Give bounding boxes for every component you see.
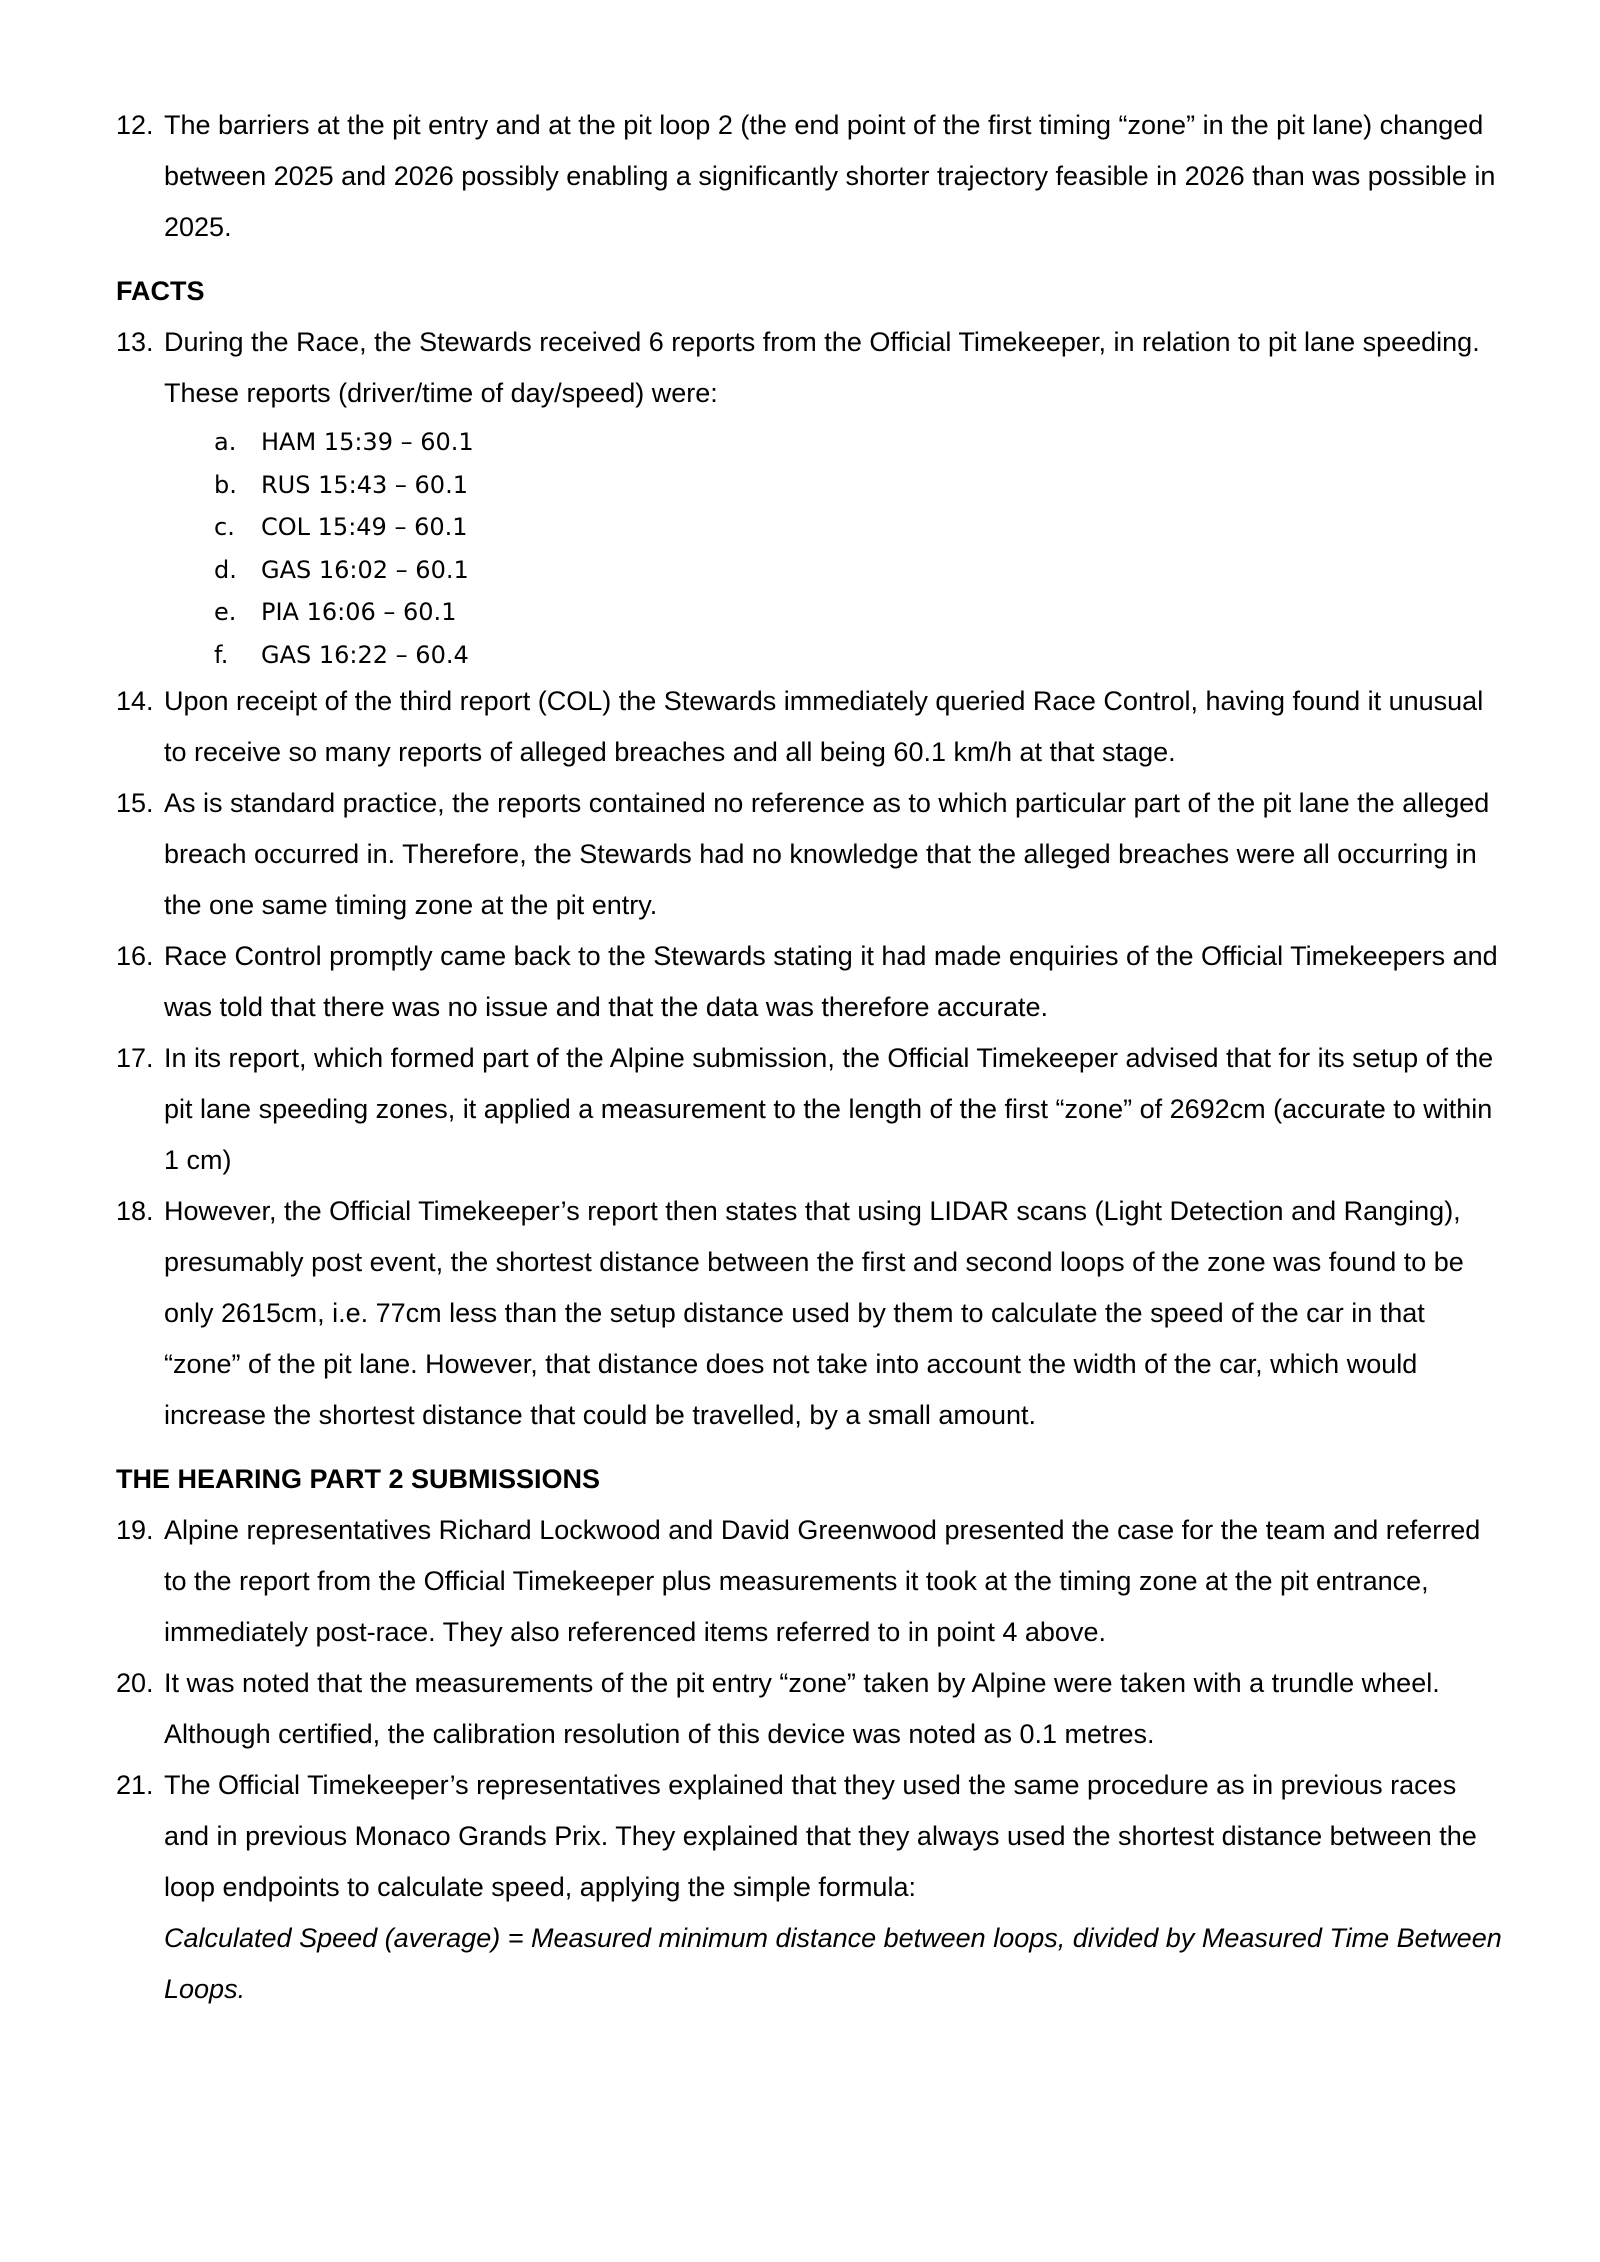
list-item [214, 634, 1504, 677]
list-item-text: HAM 15:39 – 60.1 [261, 428, 474, 456]
speed-formula: Calculated Speed (average) = Measured minimum distance between loops, divided by Measured Time Between Loops. [164, 1923, 1502, 2004]
paragraph-13 [116, 317, 1504, 419]
paragraph-number: 20. [116, 1668, 154, 1698]
list-item-letter: e. [214, 598, 237, 626]
paragraph-text: Race Control promptly came back to the Stewards stating it had made enquiries of the Official Timekeepers and was told that there was no issue and that the data was therefore accurate. [164, 941, 1498, 1022]
list-item-letter: b. [214, 470, 237, 499]
list-item-letter: f. [214, 640, 229, 669]
paragraph-text: Upon receipt of the third report (COL) the Stewards immediately queried Race Control, having found it unusual to receive so many reports of alleged breaches and all being 60.1 km/h at that stage. [164, 686, 1484, 767]
paragraph-number: 18. [116, 1196, 154, 1226]
list-item [214, 421, 1504, 464]
paragraph-21 [116, 1760, 1504, 2015]
paragraph-text: The Official Timekeeper’s representatives explained that they used the same procedure as in previous races and in previous Monaco Grands Prix. They explained that they always used the shortest distance between the loop endpoints to calculate speed, applying the simple formula: [164, 1770, 1477, 1902]
paragraph-number: 17. [116, 1043, 154, 1073]
paragraph-15 [116, 778, 1504, 931]
paragraph-text: The barriers at the pit entry and at the pit loop 2 (the end point of the first timing “zone” in the pit lane) changed between 2025 and 2026 possibly enabling a significantly shorter trajectory feasible in 2026 than was possible in 2025. [164, 110, 1496, 242]
paragraph-14 [116, 676, 1504, 778]
facts-heading: FACTS [116, 276, 205, 306]
list-item-text: RUS 15:43 – 60.1 [261, 470, 468, 499]
list-item-letter: d. [214, 555, 237, 584]
paragraph-17 [116, 1033, 1504, 1186]
paragraph-number: 19. [116, 1515, 154, 1545]
list-item-letter: c. [214, 513, 235, 541]
list-item-text: GAS 16:02 – 60.1 [261, 555, 469, 584]
paragraph-text: It was noted that the measurements of the pit entry “zone” taken by Alpine were taken with a trundle wheel. Although certified, the calibration resolution of this device was noted as 0.1 metres. [164, 1668, 1440, 1749]
paragraph-number: 16. [116, 941, 154, 971]
paragraph-number: 13. [116, 327, 154, 357]
paragraph-number: 21. [116, 1770, 154, 1800]
hearing-heading: THE HEARING PART 2 SUBMISSIONS [116, 1464, 601, 1494]
paragraph-text: As is standard practice, the reports contained no reference as to which particular part of the pit lane the alleged breach occurred in. Therefore, the Stewards had no knowledge that the alleged breaches were all occurring in the one same timing zone at the pit entry. [164, 788, 1490, 920]
list-item [214, 549, 1504, 592]
list-item [214, 506, 1504, 549]
paragraph-19 [116, 1505, 1504, 1658]
paragraph-text: Alpine representatives Richard Lockwood and David Greenwood presented the case for the team and referred to the report from the Official Timekeeper plus measurements it took at the timing zone at the pit entrance, immediately post-race. They also referenced items referred to in point 4 above. [164, 1515, 1481, 1647]
paragraph-18 [116, 1186, 1504, 1441]
paragraph-number: 15. [116, 788, 154, 818]
list-item-text: COL 15:49 – 60.1 [261, 513, 468, 541]
list-item [214, 464, 1504, 507]
paragraph-text: During the Race, the Stewards received 6 reports from the Official Timekeeper, in relation to pit lane speeding. These reports (driver/time of day/speed) were: [164, 327, 1480, 408]
list-item-text: PIA 16:06 – 60.1 [261, 598, 457, 626]
paragraph-number: 14. [116, 686, 154, 716]
paragraph-12 [116, 100, 1504, 253]
paragraph-20 [116, 1658, 1504, 1760]
list-item [214, 591, 1504, 634]
paragraph-16 [116, 931, 1504, 1033]
reports-list [214, 421, 1504, 676]
list-item-text: GAS 16:22 – 60.4 [261, 640, 469, 669]
paragraph-text: However, the Official Timekeeper’s report then states that using LIDAR scans (Light Detection and Ranging), presumably post event, the shortest distance between the first and second loops of the zone was found to be only 2615cm, i.e. 77cm less than the setup distance used by them to calculate the speed of the car in that “zone” of the pit lane. However, that distance does not take into account the width of the car, which would increase the shortest distance that could be travelled, by a small amount. [164, 1196, 1464, 1430]
paragraph-text: In its report, which formed part of the Alpine submission, the Official Timekeeper advised that for its setup of the pit lane speeding zones, it applied a measurement to the length of the first “zone” of 2692cm (accurate to within 1 cm) [164, 1043, 1494, 1175]
list-item-letter: a. [214, 428, 237, 456]
paragraph-number: 12. [116, 110, 154, 140]
